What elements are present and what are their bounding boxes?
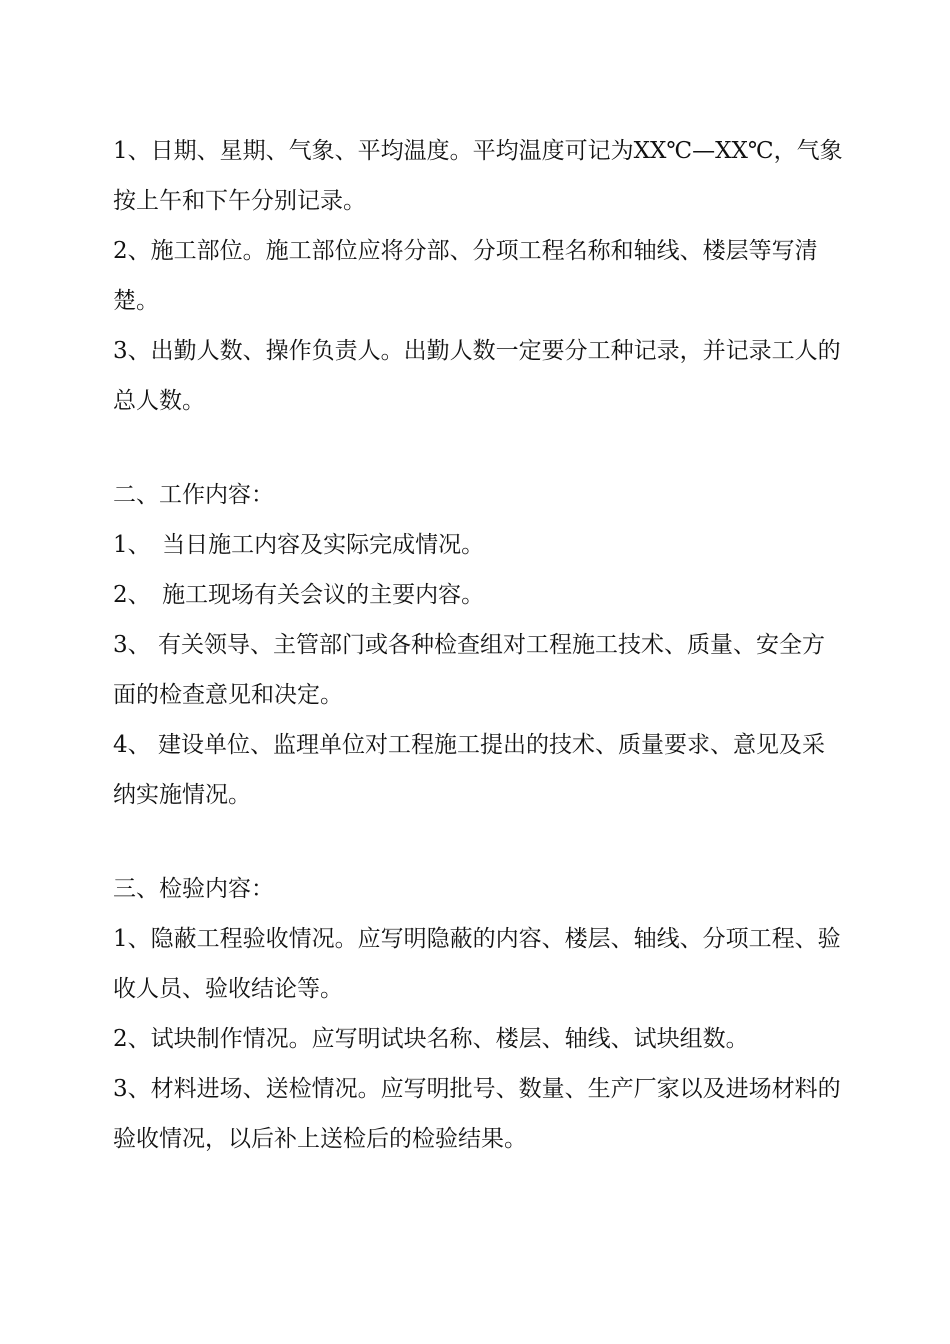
paragraph-materials: 3、材料进场、送检情况。应写明批号、数量、生产厂家以及进场材料的验收情况，以后补上送检后的检验结果。	[113, 1076, 841, 1152]
document-page	[113, 126, 843, 1164]
section-inspection-content	[113, 864, 843, 1164]
paragraph-site-meetings: 2、 施工现场有关会议的主要内容。	[113, 582, 485, 608]
section-heading-inspection-content: 三、检验内容：	[113, 876, 274, 902]
paragraph-concealed-works: 1、隐蔽工程验收情况。应写明隐蔽的内容、楼层、轴线、分项工程、验收人员、验收结论等。	[113, 926, 841, 1002]
paragraph-test-blocks: 2、试块制作情况。应写明试块名称、楼层、轴线、试块组数。	[113, 1026, 749, 1052]
paragraph-construction-location: 2、施工部位。施工部位应将分部、分项工程名称和轴线、楼层等写清楚。	[113, 238, 818, 314]
section-spacer	[113, 426, 843, 470]
section-spacer	[113, 820, 843, 864]
section-work-content	[113, 470, 843, 820]
paragraph-attendance: 3、出勤人数、操作负责人。出勤人数一定要分工种记录，并记录工人的总人数。	[113, 338, 841, 414]
paragraph-daily-work: 1、 当日施工内容及实际完成情况。	[113, 532, 485, 558]
paragraph-date-weather: 1、日期、星期、气象、平均温度。平均温度可记为XX℃—XX℃，气象按上午和下午分别记录。	[113, 138, 843, 214]
paragraph-inspection-opinions: 3、 有关领导、主管部门或各种检查组对工程施工技术、质量、安全方面的检查意见和决定。	[113, 632, 825, 708]
section-heading-work-content: 二、工作内容：	[113, 482, 274, 508]
section-general-items	[113, 126, 843, 426]
paragraph-owner-requirements: 4、 建设单位、监理单位对工程施工提出的技术、质量要求、意见及采纳实施情况。	[113, 732, 825, 808]
